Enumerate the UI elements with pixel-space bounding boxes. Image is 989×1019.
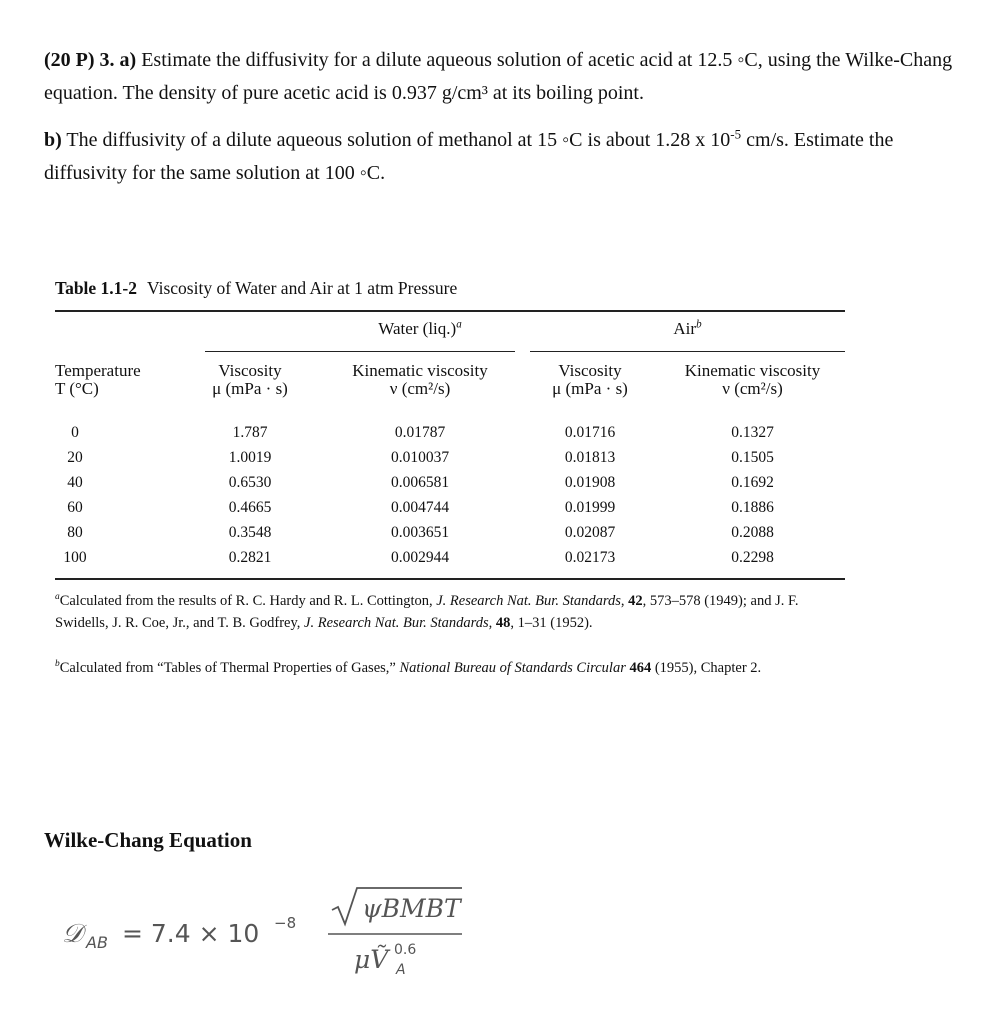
- table-title-text: Viscosity of Water and Air at 1 atm Pressure: [147, 278, 458, 298]
- table-top-rule: [55, 310, 845, 312]
- cell-temperature: 0: [71, 424, 79, 441]
- table-number: Table 1.1-2: [55, 278, 138, 298]
- wilke-chang-title: Wilke-Chang Equation: [44, 828, 252, 852]
- cell-air-kinematic: 0.2298: [731, 549, 774, 566]
- water-footnote-mark: a: [456, 318, 462, 331]
- cell-temperature: 100: [63, 549, 87, 566]
- eq-coefficient: = 7.4 × 10: [122, 919, 260, 948]
- cell-water-kinematic: 0.01787: [394, 424, 446, 441]
- cell-water-viscosity: 0.6530: [228, 474, 272, 491]
- viscosity-table: [55, 278, 845, 566]
- cell-temperature: 20: [67, 449, 83, 466]
- cell-water-kinematic: 0.003651: [390, 524, 450, 541]
- cell-water-kinematic: 0.002944: [390, 549, 450, 566]
- problem-a-label: (20 P) 3. a): [44, 49, 137, 71]
- problem-a-text: Estimate the diffusivity for a dilute aqueous solution of acetic acid at 12.5 ◦C, using the Wilke-Chang equation. The density of pure acetic acid is 0.937 g/cm³ at its boiling point.: [44, 49, 953, 104]
- cell-water-viscosity: 0.4665: [228, 499, 272, 516]
- eq-exponent: −8: [274, 914, 297, 932]
- problem-b-text-1: The diffusivity of a dilute aqueous solution of methanol at 15 ◦C is about 1.28 x 10: [61, 129, 731, 151]
- equation-graphic: [62, 880, 482, 980]
- footnote-b-mark: b: [55, 659, 60, 670]
- cell-air-kinematic: 0.1327: [731, 424, 774, 441]
- cell-temperature: 60: [67, 499, 83, 516]
- cell-air-viscosity: 0.01716: [564, 424, 616, 441]
- cell-air-kinematic: 0.1692: [731, 474, 774, 491]
- water-group-header: Water $(liq.)^a$: [378, 318, 462, 338]
- cell-air-viscosity: 0.01999: [564, 499, 616, 516]
- cell-temperature: 80: [67, 524, 83, 541]
- cell-water-viscosity: 0.3548: [228, 524, 272, 541]
- col-air-viscosity: Viscosity μ (mPa · s): [552, 361, 628, 398]
- eq-denominator: μṼ: [354, 945, 389, 974]
- problem-b-text-2: cm/s. Estimate the diffusivity for the same solution at 100 ◦C.: [44, 129, 894, 184]
- cell-air-kinematic: 0.1886: [731, 499, 774, 516]
- footnote-a: $^a$Calculated from the results of R. C. Hardy and R. L. Cottington, J. Research Nat. Bur. Standards, 42, 573–578 (1949); and J. F. Swidells, J. R. Coe, Jr., and T. B. Godfrey, J. Research Nat. Bur. Standards, 48, 1–31 (1952).: [55, 592, 799, 631]
- cell-air-viscosity: 0.01908: [564, 474, 616, 491]
- table-title: [55, 278, 845, 299]
- problem-part-a: [44, 44, 969, 110]
- water-group-rule: [205, 351, 515, 352]
- cell-water-viscosity: 1.0019: [228, 449, 272, 466]
- col-water-viscosity: Viscosity μ (mPa · s): [212, 361, 288, 398]
- eq-numerator: ψBMBT: [362, 894, 461, 923]
- cell-water-kinematic: 0.004744: [390, 499, 450, 516]
- problem-part-b: [44, 124, 969, 190]
- cell-air-viscosity: 0.02087: [564, 524, 616, 541]
- air-group-rule: [530, 351, 845, 352]
- air-footnote-mark: b: [696, 318, 702, 331]
- eq-lhs: 𝒟: [62, 919, 83, 949]
- eq-den-subscript: A: [396, 962, 406, 978]
- cell-water-viscosity: 1.787: [232, 424, 268, 441]
- eq-den-exponent: 0.6: [394, 942, 417, 958]
- col-water-kinematic: Kinematic viscosity ν (cm²/s): [352, 361, 488, 398]
- cell-temperature: 40: [67, 474, 83, 491]
- footnote-a-mark: a: [55, 592, 60, 603]
- wilke-chang-equation: [62, 880, 482, 984]
- cell-water-viscosity: 0.2821: [228, 549, 272, 566]
- problem-b-label: b): [44, 129, 62, 151]
- eq-lhs-sub: AB: [86, 933, 108, 952]
- cell-water-kinematic: 0.010037: [390, 449, 450, 466]
- cell-air-viscosity: 0.01813: [564, 449, 616, 466]
- col-temperature: Temperature T (°C): [55, 361, 141, 398]
- cell-air-kinematic: 0.2088: [731, 524, 774, 541]
- cell-water-kinematic: 0.006581: [390, 474, 450, 491]
- air-group-header: Air$^b$: [673, 318, 702, 338]
- cell-air-kinematic: 0.1505: [731, 449, 774, 466]
- col-air-kinematic: Kinematic viscosity ν (cm²/s): [684, 361, 821, 398]
- footnote-b: $^b$Calculated from “Tables of Thermal Properties of Gases,” National Bureau of Standards Circular 464 (1955), Chapter 2.: [55, 659, 762, 676]
- table-bottom-rule: [55, 578, 845, 580]
- problem-b-exponent: -5: [730, 126, 742, 142]
- cell-air-viscosity: 0.02173: [564, 549, 616, 566]
